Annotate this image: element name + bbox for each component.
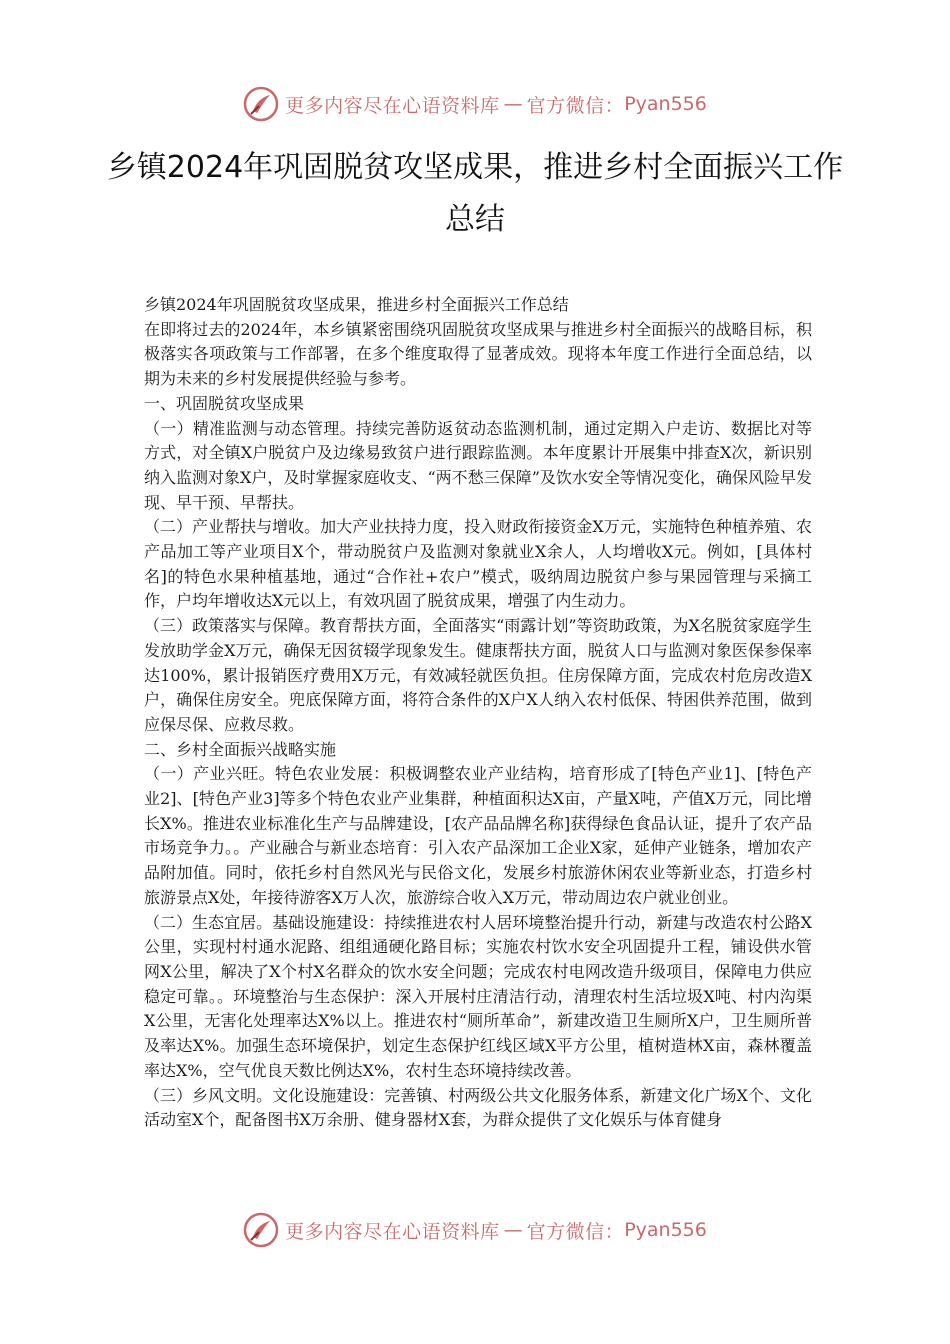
watermark-separator: — [503, 93, 523, 115]
logo-icon [243, 1212, 279, 1248]
document-body [144, 293, 812, 1133]
watermark-separator: — [503, 1219, 523, 1241]
section-heading-2: 二、乡村全面振兴战略实施 [144, 739, 337, 759]
paragraph-1-1: （一）精准监测与动态管理。持续完善防返贫动态监测机制，通过定期入户走访、数据比对等方式，对全镇X户脱贫户及边缘易致贫户进行跟踪监测。本年度累计开展集中排查X次，新识别纳入监测对象X户，及时掌握家庭收支、“两不愁三保障”及饮水安全等情况变化，确保风险早发现、早干预、早帮扶。 [144, 418, 812, 512]
paragraph-1-3: （三）政策落实与保障。教育帮扶方面，全面落实“雨露计划”等资助政策，为X名脱贫家庭学生发放助学金X万元，确保无因贫辍学现象发生。健康帮扶方面，脱贫人口与监测对象医保参保率达100%，累计报销医疗费用X万元，有效减轻就医负担。住房保障方面，完成农村危房改造X户，确保住房安全。兜底保障方面，将符合条件的X户X人纳入农村低保、特困供养范围，做到应保尽保、应救尽救。 [144, 616, 812, 734]
watermark-wechat-id: Pyan556 [624, 1219, 707, 1241]
paragraph-subtitle: 乡镇2024年巩固脱贫攻坚成果，推进乡村全面振兴工作总结 [144, 295, 569, 314]
watermark-banner-top [0, 82, 950, 126]
watermark-site-text: 更多内容尽在心语资料库 [285, 94, 500, 117]
logo-icon [243, 86, 279, 122]
watermark-contact-text: 官方微信： [526, 94, 625, 117]
watermark-site-text: 更多内容尽在心语资料库 [285, 1220, 500, 1243]
paragraph-1-2: （二）产业帮扶与增收。加大产业扶持力度，投入财政衔接资金X万元，实施特色种植养殖、农产品加工等产业项目X个，带动脱贫户及监测对象就业X余人，人均增收X元。例如，[具体村名]的特色水果种植基地，通过“合作社+农户”模式，吸纳周边脱贫户参与果园管理与采摘工作，户均年增收达X元以上，有效巩固了脱贫成果，增强了内生动力。 [144, 517, 812, 611]
watermark-contact-text: 官方微信： [526, 1220, 625, 1243]
paragraph-intro: 在即将过去的2024年，本乡镇紧密围绕巩固脱贫攻坚成果与推进乡村全面振兴的战略目标，积极落实各项政策与工作部署，在多个维度取得了显著成效。现将本年度工作进行全面总结，以期为未来的乡村发展提供经验与参考。 [144, 319, 812, 389]
paragraph-2-2: （二）生态宜居。基础设施建设：持续推进农村人居环境整治提升行动，新建与改造农村公路X公里，实现村村通水泥路、组组通硬化路目标；实施农村饮水安全巩固提升工程，铺设供水管网X公里，解决了X个村X名群众的饮水安全问题；完成农村电网改造升级项目，保障电力供应稳定可靠。。环境整治与生态保护：深入开展村庄清洁行动，清理农村生活垃圾X吨、村内沟渠X公里，无害化处理率达X%以上。推进农村“厕所革命”，新建改造卫生厕所X户，卫生厕所普及率达X%。加强生态环境保护，划定生态保护红线区域X平方公里，植树造林X亩，森林覆盖率达X%，空气优良天数比例达X%，农村生态环境持续改善。 [144, 912, 812, 1080]
paragraph-2-3: （三）乡风文明。文化设施建设：完善镇、村两级公共文化服务体系，新建文化广场X个、文化活动室X个，配备图书X万余册、健身器材X套，为群众提供了文化娱乐与体育健身 [144, 1085, 812, 1130]
watermark-wechat-id: Pyan556 [624, 93, 707, 115]
document-title: 乡镇2024年巩固脱贫攻坚成果，推进乡村全面振兴工作总结 [106, 150, 844, 237]
watermark-banner-bottom [0, 1208, 950, 1252]
paragraph-2-1: （一）产业兴旺。特色农业发展：积极调整农业产业结构，培育形成了[特色产业1]、[特色产业2]、[特色产业3]等多个特色农业产业集群，种植面积达X亩，产量X吨，产值X万元，同比增长X%。推进农业标准化生产与品牌建设，[农产品品牌名称]获得绿色食品认证，提升了农产品市场竞争力。。产业融合与新业态培育：引入农产品深加工企业X家，延伸产业链条，增加农产品附加值。同时，依托乡村自然风光与民俗文化，发展乡村旅游休闲农业等新业态，打造乡村旅游景点X处，年接待游客X万人次，旅游综合收入X万元，带动周边农户就业创业。 [144, 764, 812, 907]
section-heading-1: 一、巩固脱贫攻坚成果 [144, 393, 305, 413]
